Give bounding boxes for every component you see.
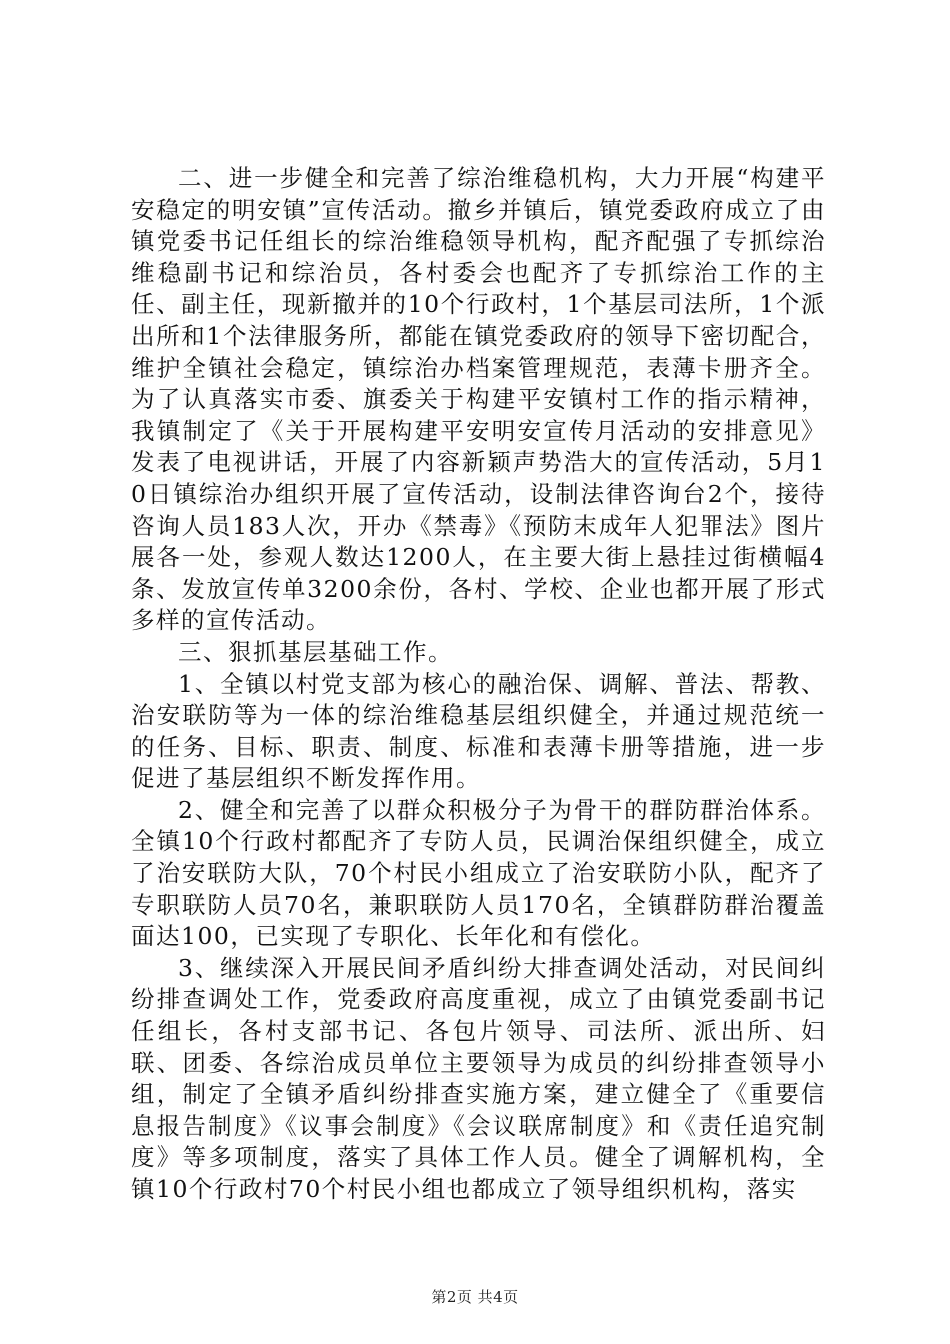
paragraph-section-three-heading: 三、狠抓基层基础工作。 (178, 637, 453, 666)
paragraph-item-one: 1、全镇以村党支部为核心的融治保、调解、普法、帮教、治安联防等为一体的综治维稳基层组织健全，并通过规范统一的任务、目标、职责、制度、标准和表薄卡册等措施，进一步促进了基层组织不断发挥作用。 (131, 669, 826, 793)
document-body (131, 163, 826, 1206)
paragraph-section-two: 二、进一步健全和完善了综治维稳机构，大力开展“构建平安稳定的明安镇”宣传活动。撤乡并镇后，镇党委政府成立了由镇党委书记任组长的综治维稳领导机构，配齐配强了专抓综治维稳副书记和综治员，各村委会也配齐了专抓综治工作的主任、副主任，现新撤并的10个行政村，1个基层司法所，1个派出所和1个法律服务所，都能在镇党委政府的领导下密切配合，维护全镇社会稳定，镇综治办档案管理规范，表薄卡册齐全。为了认真落实市委、旗委关于构建平安镇村工作的指示精神，我镇制定了《关于开展构建平安明安宣传月活动的安排意见》发表了电视讲话，开展了内容新颖声势浩大的宣传活动，5月10日镇综治办组织开展了宣传活动，设制法律咨询台2个，接待咨询人员183人次，开办《禁毒》《预防末成年人犯罪法》图片展各一处，参观人数达1200人，在主要大街上悬挂过街横幅4条、发放宣传单3200余份，各村、学校、企业也都开展了形式多样的宣传活动。 (131, 164, 826, 635)
page-number-footer: 第2页 共4页 (431, 1288, 519, 1306)
paragraph-item-two: 2、健全和完善了以群众积极分子为骨干的群防群治体系。全镇10个行政村都配齐了专防人员，民调治保组织健全，成立了治安联防大队，70个村民小组成立了治安联防小队，配齐了专职联防人员70名，兼职联防人员170名，全镇群防群治覆盖面达100，已实现了专职化、长年化和有偿化。 (131, 795, 826, 951)
paragraph-item-three: 3、继续深入开展民间矛盾纠纷大排查调处活动，对民间纠纷排查调处工作，党委政府高度重视，成立了由镇党委副书记任组长，各村支部书记、各包片领导、司法所、派出所、妇联、团委、各综治成员单位主要领导为成员的纠纷排查领导小组，制定了全镇矛盾纠纷排查实施方案，建立健全了《重要信息报告制度》《议事会制度》《会议联席制度》和《责任追究制度》等多项制度，落实了具体工作人员。健全了调解机构，全镇10个行政村70个村民小组也都成立了领导组织机构，落实 (131, 953, 826, 1203)
